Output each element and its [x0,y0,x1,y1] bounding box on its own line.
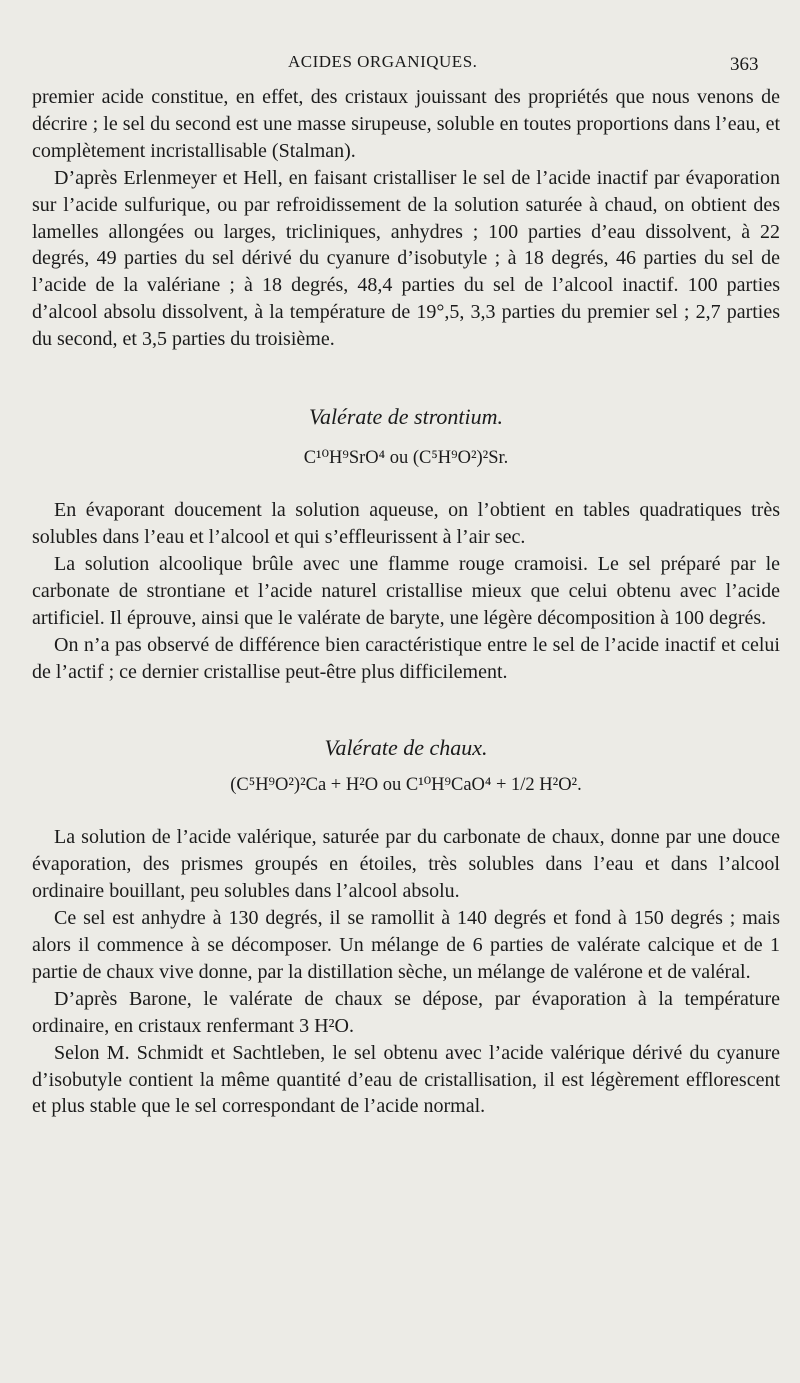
page-number: 363 [730,54,759,75]
paragraph: On n’a pas observé de différence bien caractéristique entre le sel de l’acide inactif et celui de l’actif ; ce dernier cristallise peut-être plus difficilement. [32,633,780,683]
paragraph: D’après Barone, le valérate de chaux se dépose, par évaporation à la température ordinaire, en cristaux renfermant 3 H²O. [32,987,780,1037]
body-text [32,84,780,1120]
running-head [0,52,800,78]
paragraph: En évaporant doucement la solution aqueuse, on l’obtient en tables quadratiques très solubles dans l’eau et l’alcool et qui s’effleurissent à l’air sec. [32,499,780,548]
paragraph: Selon M. Schmidt et Sachtleben, le sel obtenu avec l’acide valérique dérivé du cyanure d’isobutyle contient la même quantité d’eau de cristallisation, il est légèrement efflorescent et plus stable que le sel correspondant de l’acide normal. [32,1041,780,1118]
formula-strontium: C¹⁰H⁹SrO⁴ ou (C⁵H⁹O²)²Sr. [303,448,509,469]
section-title-chaux: Valérate de chaux. [324,735,488,761]
paragraph: La solution alcoolique brûle avec une flamme rouge cramoisi. Le sel préparé par le carbonate de strontiane et l’acide naturel cristallise mieux que celui obtenu avec l’acide artificiel. Il éprouve, ainsi que le valérate de baryte, une légère décomposition à 100 degrés. [32,552,780,629]
formula-chaux: (C⁵H⁹O²)²Ca + H²O ou C¹⁰H⁹CaO⁴ + 1/2 H²O². [230,775,582,796]
paragraph: La solution de l’acide valérique, saturée par du carbonate de chaux, donne par une douce évaporation, des prismes groupés en étoiles, très solubles dans l’eau et dans l’alcool ordinaire bouillant, peu solubles dans l’alcool absolu. [32,826,780,903]
paragraph-continuation: premier acide constitue, en effet, des cristaux jouissant des propriétés que nous venons de décrire ; le sel du second est une masse sirupeuse, soluble en toutes proportions dans l’eau, et complètement incristallisable (Stalman). [32,86,780,162]
paragraph: Ce sel est anhydre à 130 degrés, il se ramollit à 140 degrés et fond à 150 degrés ; mais alors il commence à se décomposer. Un mélange de 6 parties de valérate calcique et de 1 partie de chaux vive donne, par la distillation sèche, un mélange de valérone et de valéral. [32,907,780,983]
running-title: ACIDES ORGANIQUES. [288,52,478,71]
section-title-strontium: Valérate de strontium. [308,404,504,430]
paragraph: D’après Erlenmeyer et Hell, en faisant cristalliser le sel de l’acide inactif par évaporation sur l’acide sulfurique, ou par refroidissement de la solution saturée à chaud, on obtient des lamelles allongées ou larges, tricliniques, anhydres ; 100 parties d’eau dissolvent, à 22 degrés, 49 parties du sel dérivé du cyanure d’isobutyle ; à 18 degrés, 46 parties du sel de l’acide de la valériane ; à 18 degrés, 48,4 parties du sel de l’alcool inactif. 100 parties d’alcool absolu dissolvent, à la température de 19°,5, 3,3 parties du premier sel ; 2,7 parties du second, et 3,5 parties du troisième. [32,166,780,351]
